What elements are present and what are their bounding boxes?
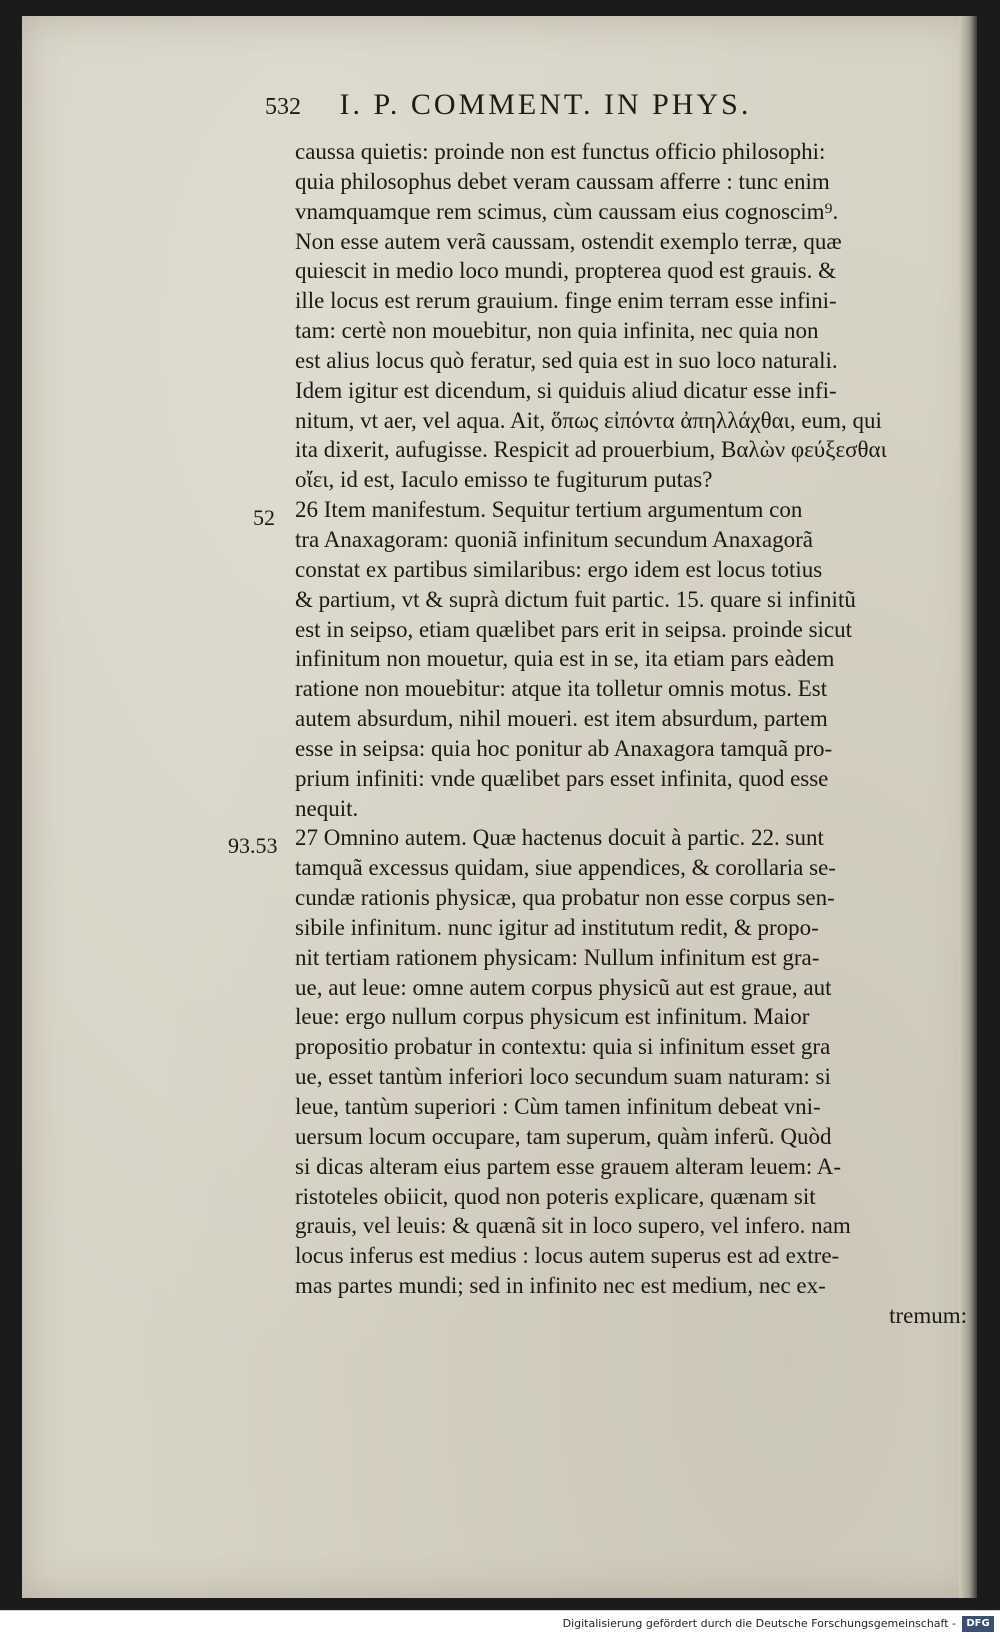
text-line: locus inferus est medius : locus autem superus est ad extre- (295, 1243, 840, 1269)
text-line: ue, aut leue: omne autem corpus physicũ aut est graue, aut (295, 974, 832, 1000)
text-line: est alius locus quò feratur, sed quia est in suo loco naturali. (295, 347, 838, 373)
page-number: 532 (265, 94, 301, 120)
text-line: quia philosophus debet veram caussam afferre : tunc enim (295, 168, 830, 194)
text-line: cundæ rationis physicæ, qua probatur non esse corpus sen- (295, 885, 835, 911)
text-line: ille locus est rerum grauium. finge enim terram esse infini- (295, 288, 837, 314)
text-line: vnamquamque rem scimus, cùm caussam eius cognoscim⁹. (295, 198, 839, 224)
text-line: nequit. (295, 795, 359, 821)
text-line: tam: certè non mouebitur, non quia infinita, nec quia non (295, 318, 819, 344)
margin-note: 93.53 (228, 833, 278, 858)
text-line: leue, tantùm superiori : Cùm tamen infinitum debeat vni- (295, 1094, 821, 1119)
dfg-logo-icon: DFG (962, 1616, 994, 1632)
text-line: caussa quietis: proinde non est functus officio philosophi: (295, 139, 826, 164)
text-line: nit tertiam rationem physicam: Nullum infinitum est gra- (295, 944, 820, 970)
text-line: 26 Item manifestum. Sequitur tertium argumentum con (295, 497, 803, 523)
text-line: ratione non mouebitur: atque ita tolletur omnis motus. Est (295, 676, 828, 702)
margin-note: 52 (253, 505, 275, 530)
text-line: tamquã excessus quidam, siue appendices, & corollaria se- (295, 855, 836, 881)
text-line: ita dixerit, aufugisse. Respicit ad prouerbium, Βαλὼν φεύξεσθαι (295, 437, 887, 463)
footer-credit: Digitalisierung gefördert durch die Deutsche Forschungsgemeinschaft - (562, 1617, 956, 1630)
text-line: ue, esset tantùm inferiori loco secundum suam naturam: si (295, 1064, 831, 1090)
text-line: οἴει, id est, Iaculo emisso te fugiturum putas? (295, 467, 713, 493)
text-line: grauis, vel leuis: & quænã sit in loco supero, vel infero. nam (295, 1213, 851, 1239)
text-line: est in seipso, etiam quælibet pars erit in seipsa. proinde sicut (295, 616, 853, 642)
text-line: si dicas alteram eius partem esse grauem alteram leuem: A- (295, 1153, 842, 1179)
running-head-title: I. P. COMMENT. IN PHYS. (339, 88, 752, 121)
text-line: 27 Omnino autem. Quæ hactenus docuit à partic. 22. sunt (295, 825, 824, 851)
running-head (265, 88, 885, 128)
text-line: prium infiniti: vnde quælibet pars esset infinita, quod esse (295, 765, 829, 791)
text-line: uersum locum occupare, tam superum, quàm inferũ. Quòd (295, 1123, 832, 1149)
text-line: infinitum non mouetur, quia est in se, ita etiam pars eàdem (295, 646, 835, 672)
text-line: nitum, vt aer, vel aqua. Ait, ὅπως εἰπόντα ἀπηλλάχθαι, eum, qui (295, 407, 882, 433)
text-line: tra Anaxagoram: quoniã infinitum secundum Anaxagorã (295, 526, 814, 552)
text-line: mas partes mundi; sed in infinito nec est medium, nec ex- (295, 1273, 826, 1299)
text-line: ristoteles obiicit, quod non poteris explicare, quænam sit (295, 1183, 816, 1209)
text-line: & partium, vt & suprà dictum fuit partic. 15. quare si infinitũ (295, 586, 856, 612)
text-line: Idem igitur est dicendum, si quiduis aliud dicatur esse infi- (295, 377, 837, 403)
text-line: Non esse autem verã caussam, ostendit exemplo terræ, quæ (295, 228, 842, 254)
body-text (295, 137, 967, 1331)
text-line: quiescit in medio loco mundi, propterea quod est grauis. & (295, 258, 837, 284)
text-line: propositio probatur in contextu: quia si infinitum esset gra (295, 1034, 831, 1060)
text-line: leue: ergo nullum corpus physicum est infinitum. Maior (295, 1004, 810, 1030)
text-line: autem absurdum, nihil moueri. est item absurdum, partem (295, 706, 828, 732)
text-line: esse in seipsa: quia hoc ponitur ab Anaxagora tamquã pro- (295, 735, 833, 761)
footer-bar (0, 1610, 1000, 1639)
catchword: tremum: (889, 1302, 967, 1328)
text-line: sibile infinitum. nunc igitur ad institutum redit, & propo- (295, 914, 819, 940)
text-line: constat ex partibus similaribus: ergo idem est locus totius (295, 556, 823, 582)
